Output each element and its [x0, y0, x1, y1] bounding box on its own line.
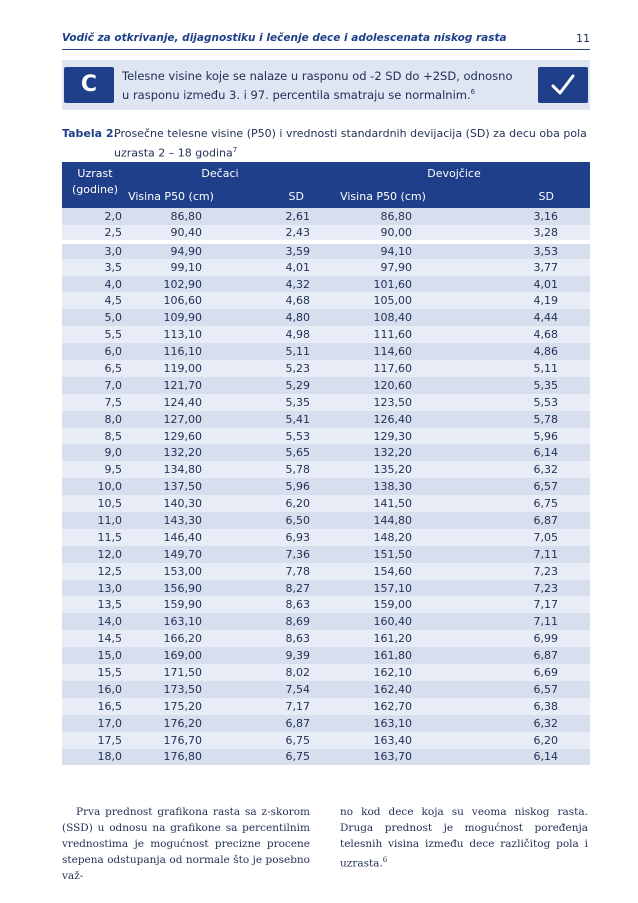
girls-sd-cell: 6,14 — [448, 444, 590, 461]
age-cell: 5,5 — [62, 326, 122, 343]
table-row — [62, 444, 590, 461]
girls-sd-cell: 4,19 — [448, 292, 590, 309]
table-row — [62, 394, 590, 411]
girls-height-cell: 105,00 — [318, 292, 448, 309]
boys-sd-cell: 2,43 — [220, 225, 318, 242]
age-cell: 4,5 — [62, 292, 122, 309]
girls-height-cell: 160,40 — [318, 613, 448, 630]
boys-height-cell: 159,90 — [122, 596, 220, 613]
table-row — [62, 225, 590, 242]
boys-height-cell: 90,40 — [122, 225, 220, 242]
age-cell: 7,5 — [62, 394, 122, 411]
boys-height-cell: 116,10 — [122, 343, 220, 360]
boys-sd-cell: 6,75 — [220, 749, 318, 766]
boys-sd-cell: 5,35 — [220, 394, 318, 411]
boys-sd-cell: 6,75 — [220, 732, 318, 749]
girls-sd-cell: 7,17 — [448, 596, 590, 613]
boys-sd-cell: 5,23 — [220, 360, 318, 377]
age-cell: 15,0 — [62, 647, 122, 664]
girls-sd-cell: 3,53 — [448, 242, 590, 259]
boys-height-cell: 140,30 — [122, 495, 220, 512]
table-row — [62, 630, 590, 647]
boys-height-cell: 143,30 — [122, 512, 220, 529]
page-number: 11 — [576, 32, 590, 45]
table-row — [62, 715, 590, 732]
table-row — [62, 259, 590, 276]
girls-height-cell: 101,60 — [318, 276, 448, 293]
boys-height-cell: 99,10 — [122, 259, 220, 276]
boys-sd-cell: 4,80 — [220, 309, 318, 326]
boys-sd-cell: 4,32 — [220, 276, 318, 293]
boys-height-cell: 109,90 — [122, 309, 220, 326]
boys-sd-cell: 7,36 — [220, 546, 318, 563]
recommendation-text: Telesne visine koje se nalaze u rasponu od -2 SD do +2SD, odnosno u rasponu između 3. i 97. percentila smatraju se normalnim.$^6$ — [122, 69, 513, 102]
girls-height-cell: 111,60 — [318, 326, 448, 343]
girls-sd-cell: 4,44 — [448, 309, 590, 326]
boys-sd-cell: 7,78 — [220, 563, 318, 580]
boys-height-cell: 113,10 — [122, 326, 220, 343]
boys-sd-cell: 6,50 — [220, 512, 318, 529]
table-row — [62, 613, 590, 630]
age-cell: 10,0 — [62, 478, 122, 495]
girls-sd-cell: 6,38 — [448, 698, 590, 715]
girls-height-cell: 162,10 — [318, 664, 448, 681]
girls-sd-header: SD — [448, 184, 590, 208]
girls-sd-cell: 4,86 — [448, 343, 590, 360]
page-header — [62, 30, 590, 50]
age-cell: 12,0 — [62, 546, 122, 563]
boys-height-cell: 175,20 — [122, 698, 220, 715]
age-cell: 17,5 — [62, 732, 122, 749]
girls-height-cell: 162,70 — [318, 698, 448, 715]
table-row — [62, 309, 590, 326]
girls-sd-cell: 5,96 — [448, 428, 590, 445]
boys-sd-cell: 5,96 — [220, 478, 318, 495]
boys-sd-cell: 3,59 — [220, 242, 318, 259]
boys-height-cell: 137,50 — [122, 478, 220, 495]
age-cell: 13,0 — [62, 580, 122, 597]
boys-sd-cell: 7,54 — [220, 681, 318, 698]
age-cell: 7,0 — [62, 377, 122, 394]
girls-height-cell: 162,40 — [318, 681, 448, 698]
recommendation-box — [62, 60, 590, 110]
girls-height-cell: 161,20 — [318, 630, 448, 647]
table-row — [62, 360, 590, 377]
girls-sd-cell: 3,77 — [448, 259, 590, 276]
girls-sd-cell: 6,75 — [448, 495, 590, 512]
age-cell: 12,5 — [62, 563, 122, 580]
girls-sd-cell: 7,23 — [448, 563, 590, 580]
table-row — [62, 596, 590, 613]
age-cell: 8,5 — [62, 428, 122, 445]
boys-sd-cell: 9,39 — [220, 647, 318, 664]
table-row — [62, 698, 590, 715]
girls-sd-cell: 5,53 — [448, 394, 590, 411]
girls-sd-cell: 6,69 — [448, 664, 590, 681]
age-cell: 11,0 — [62, 512, 122, 529]
girls-sd-cell: 5,35 — [448, 377, 590, 394]
girls-sd-cell: 6,87 — [448, 512, 590, 529]
girls-height-cell: 151,50 — [318, 546, 448, 563]
girls-height-cell: 141,50 — [318, 495, 448, 512]
boys-height-cell: 86,80 — [122, 208, 220, 225]
girls-sd-cell: 7,11 — [448, 546, 590, 563]
girls-sd-cell: 6,32 — [448, 461, 590, 478]
girls-height-cell: 129,30 — [318, 428, 448, 445]
age-cell: 9,0 — [62, 444, 122, 461]
girls-height-cell: 132,20 — [318, 444, 448, 461]
boys-sd-cell: 6,87 — [220, 715, 318, 732]
boys-height-cell: 176,20 — [122, 715, 220, 732]
boys-sd-cell: 8,63 — [220, 630, 318, 647]
girls-sd-cell: 6,87 — [448, 647, 590, 664]
table-row — [62, 563, 590, 580]
checkmark-icon — [538, 67, 588, 103]
table-row — [62, 428, 590, 445]
boys-sd-cell: 5,53 — [220, 428, 318, 445]
age-cell: 13,5 — [62, 596, 122, 613]
girls-height-cell: 163,70 — [318, 749, 448, 766]
age-cell: 9,5 — [62, 461, 122, 478]
boys-sd-cell: 5,41 — [220, 411, 318, 428]
girls-height-cell: 135,20 — [318, 461, 448, 478]
reference-superscript: 7 — [232, 146, 238, 154]
girls-height-header: Visina P50 (cm) — [318, 184, 448, 208]
boys-sd-cell: 6,93 — [220, 529, 318, 546]
boys-height-cell: 132,20 — [122, 444, 220, 461]
table-row — [62, 495, 590, 512]
girls-sd-cell: 6,32 — [448, 715, 590, 732]
table-row — [62, 411, 590, 428]
girls-height-cell: 126,40 — [318, 411, 448, 428]
girls-height-cell: 144,80 — [318, 512, 448, 529]
age-cell: 15,5 — [62, 664, 122, 681]
table-row — [62, 749, 590, 766]
boys-sd-cell: 5,11 — [220, 343, 318, 360]
table-row — [62, 580, 590, 597]
body-paragraph-right: no kod dece koja su veoma niskog rasta. Druga prednost je mogućnost poređenja telesnih visina između dece različitog pola i uzrasta.$^6$ — [340, 806, 588, 870]
boys-height-cell: 169,00 — [122, 647, 220, 664]
girls-sd-cell: 3,16 — [448, 208, 590, 225]
girls-sd-cell: 7,05 — [448, 529, 590, 546]
boys-height-cell: 129,60 — [122, 428, 220, 445]
table-row — [62, 326, 590, 343]
girls-sd-cell: 3,28 — [448, 225, 590, 242]
boys-height-cell: 124,40 — [122, 394, 220, 411]
boys-sd-header: SD — [220, 184, 318, 208]
girls-sd-cell: 4,68 — [448, 326, 590, 343]
boys-sd-cell: 8,27 — [220, 580, 318, 597]
age-cell: 5,0 — [62, 309, 122, 326]
boys-height-cell: 102,90 — [122, 276, 220, 293]
girls-height-cell: 157,10 — [318, 580, 448, 597]
age-cell: 4,0 — [62, 276, 122, 293]
boys-height-cell: 173,50 — [122, 681, 220, 698]
boys-group-header: Dečaci — [122, 162, 318, 184]
girls-height-cell: 148,20 — [318, 529, 448, 546]
table-row — [62, 276, 590, 293]
boys-height-cell: 156,90 — [122, 580, 220, 597]
table-row — [62, 681, 590, 698]
table-row — [62, 546, 590, 563]
running-title: Vodič za otkrivanje, dijagnostiku i lečenje dece i adolescenata niskog rasta — [62, 32, 507, 44]
boys-height-cell: 134,80 — [122, 461, 220, 478]
age-cell: 2,0 — [62, 208, 122, 225]
height-sd-table — [62, 162, 590, 765]
girls-height-cell: 97,90 — [318, 259, 448, 276]
girls-sd-cell: 7,23 — [448, 580, 590, 597]
table-label: Tabela 2. — [62, 127, 118, 140]
boys-height-cell: 127,00 — [122, 411, 220, 428]
age-cell: 6,5 — [62, 360, 122, 377]
boys-height-cell: 163,10 — [122, 613, 220, 630]
girls-height-cell: 94,10 — [318, 242, 448, 259]
girls-sd-cell: 6,20 — [448, 732, 590, 749]
girls-height-cell: 159,00 — [318, 596, 448, 613]
age-column-header: Uzrast (godine) — [62, 162, 122, 208]
age-cell: 14,0 — [62, 613, 122, 630]
boys-sd-cell: 5,78 — [220, 461, 318, 478]
table-row — [62, 461, 590, 478]
boys-height-cell: 153,00 — [122, 563, 220, 580]
table-row — [62, 732, 590, 749]
age-cell: 10,5 — [62, 495, 122, 512]
table-caption — [62, 126, 590, 160]
age-cell: 16,0 — [62, 681, 122, 698]
table-row — [62, 208, 590, 225]
girls-height-cell: 90,00 — [318, 225, 448, 242]
boys-height-header: Visina P50 (cm) — [122, 184, 220, 208]
girls-height-cell: 163,10 — [318, 715, 448, 732]
age-cell: 3,0 — [62, 242, 122, 259]
table-row — [62, 343, 590, 360]
table-row — [62, 512, 590, 529]
girls-sd-cell: 5,11 — [448, 360, 590, 377]
girls-sd-cell: 7,11 — [448, 613, 590, 630]
table-row — [62, 292, 590, 309]
girls-height-cell: 123,50 — [318, 394, 448, 411]
table-caption-text: Prosečne telesne visine (P50) i vrednosti standardnih devijacija (SD) za decu oba pola uzrasta 2 – 18 godina$^7$ — [114, 127, 587, 160]
table-row — [62, 529, 590, 546]
table-row — [62, 664, 590, 681]
boys-height-cell: 149,70 — [122, 546, 220, 563]
girls-sd-cell: 6,57 — [448, 681, 590, 698]
girls-group-header: Devojčice — [318, 162, 590, 184]
age-cell: 8,0 — [62, 411, 122, 428]
age-cell: 6,0 — [62, 343, 122, 360]
girls-height-cell: 108,40 — [318, 309, 448, 326]
boys-sd-cell: 4,68 — [220, 292, 318, 309]
age-cell: 14,5 — [62, 630, 122, 647]
boys-height-cell: 171,50 — [122, 664, 220, 681]
boys-sd-cell: 6,20 — [220, 495, 318, 512]
age-cell: 17,0 — [62, 715, 122, 732]
boys-sd-cell: 4,01 — [220, 259, 318, 276]
boys-height-cell: 121,70 — [122, 377, 220, 394]
girls-height-cell: 154,60 — [318, 563, 448, 580]
girls-height-cell: 161,80 — [318, 647, 448, 664]
boys-height-cell: 106,60 — [122, 292, 220, 309]
table-row — [62, 242, 590, 259]
girls-sd-cell: 6,57 — [448, 478, 590, 495]
boys-height-cell: 146,40 — [122, 529, 220, 546]
girls-height-cell: 163,40 — [318, 732, 448, 749]
boys-sd-cell: 5,29 — [220, 377, 318, 394]
boys-height-cell: 94,90 — [122, 242, 220, 259]
boys-height-cell: 176,70 — [122, 732, 220, 749]
table-row — [62, 377, 590, 394]
girls-height-cell: 120,60 — [318, 377, 448, 394]
girls-sd-cell: 6,99 — [448, 630, 590, 647]
boys-height-cell: 176,80 — [122, 749, 220, 766]
girls-height-cell: 86,80 — [318, 208, 448, 225]
age-cell: 18,0 — [62, 749, 122, 766]
boys-sd-cell: 8,02 — [220, 664, 318, 681]
girls-sd-cell: 4,01 — [448, 276, 590, 293]
boys-sd-cell: 4,98 — [220, 326, 318, 343]
boys-sd-cell: 8,63 — [220, 596, 318, 613]
girls-sd-cell: 5,78 — [448, 411, 590, 428]
boys-sd-cell: 8,69 — [220, 613, 318, 630]
age-cell: 11,5 — [62, 529, 122, 546]
body-paragraph-left: Prva prednost grafikona rasta sa z-skorom (SSD) u odnosu na grafikone sa percentilnim vrednostima je mogućnost precizne procene stepena odstupanja od normale što je posebno važ- — [62, 806, 310, 882]
boys-sd-cell: 2,61 — [220, 208, 318, 225]
boys-sd-cell: 7,17 — [220, 698, 318, 715]
girls-height-cell: 138,30 — [318, 478, 448, 495]
age-cell: 3,5 — [62, 259, 122, 276]
boys-height-cell: 119,00 — [122, 360, 220, 377]
reference-superscript: 6 — [382, 856, 388, 864]
age-cell: 16,5 — [62, 698, 122, 715]
boys-height-cell: 166,20 — [122, 630, 220, 647]
table-row — [62, 647, 590, 664]
boys-sd-cell: 5,65 — [220, 444, 318, 461]
reference-superscript: 6 — [470, 88, 476, 96]
table-row — [62, 478, 590, 495]
age-cell: 2,5 — [62, 225, 122, 242]
girls-height-cell: 114,60 — [318, 343, 448, 360]
grade-badge: C — [64, 67, 114, 103]
table-body — [62, 208, 590, 765]
girls-height-cell: 117,60 — [318, 360, 448, 377]
girls-sd-cell: 6,14 — [448, 749, 590, 766]
